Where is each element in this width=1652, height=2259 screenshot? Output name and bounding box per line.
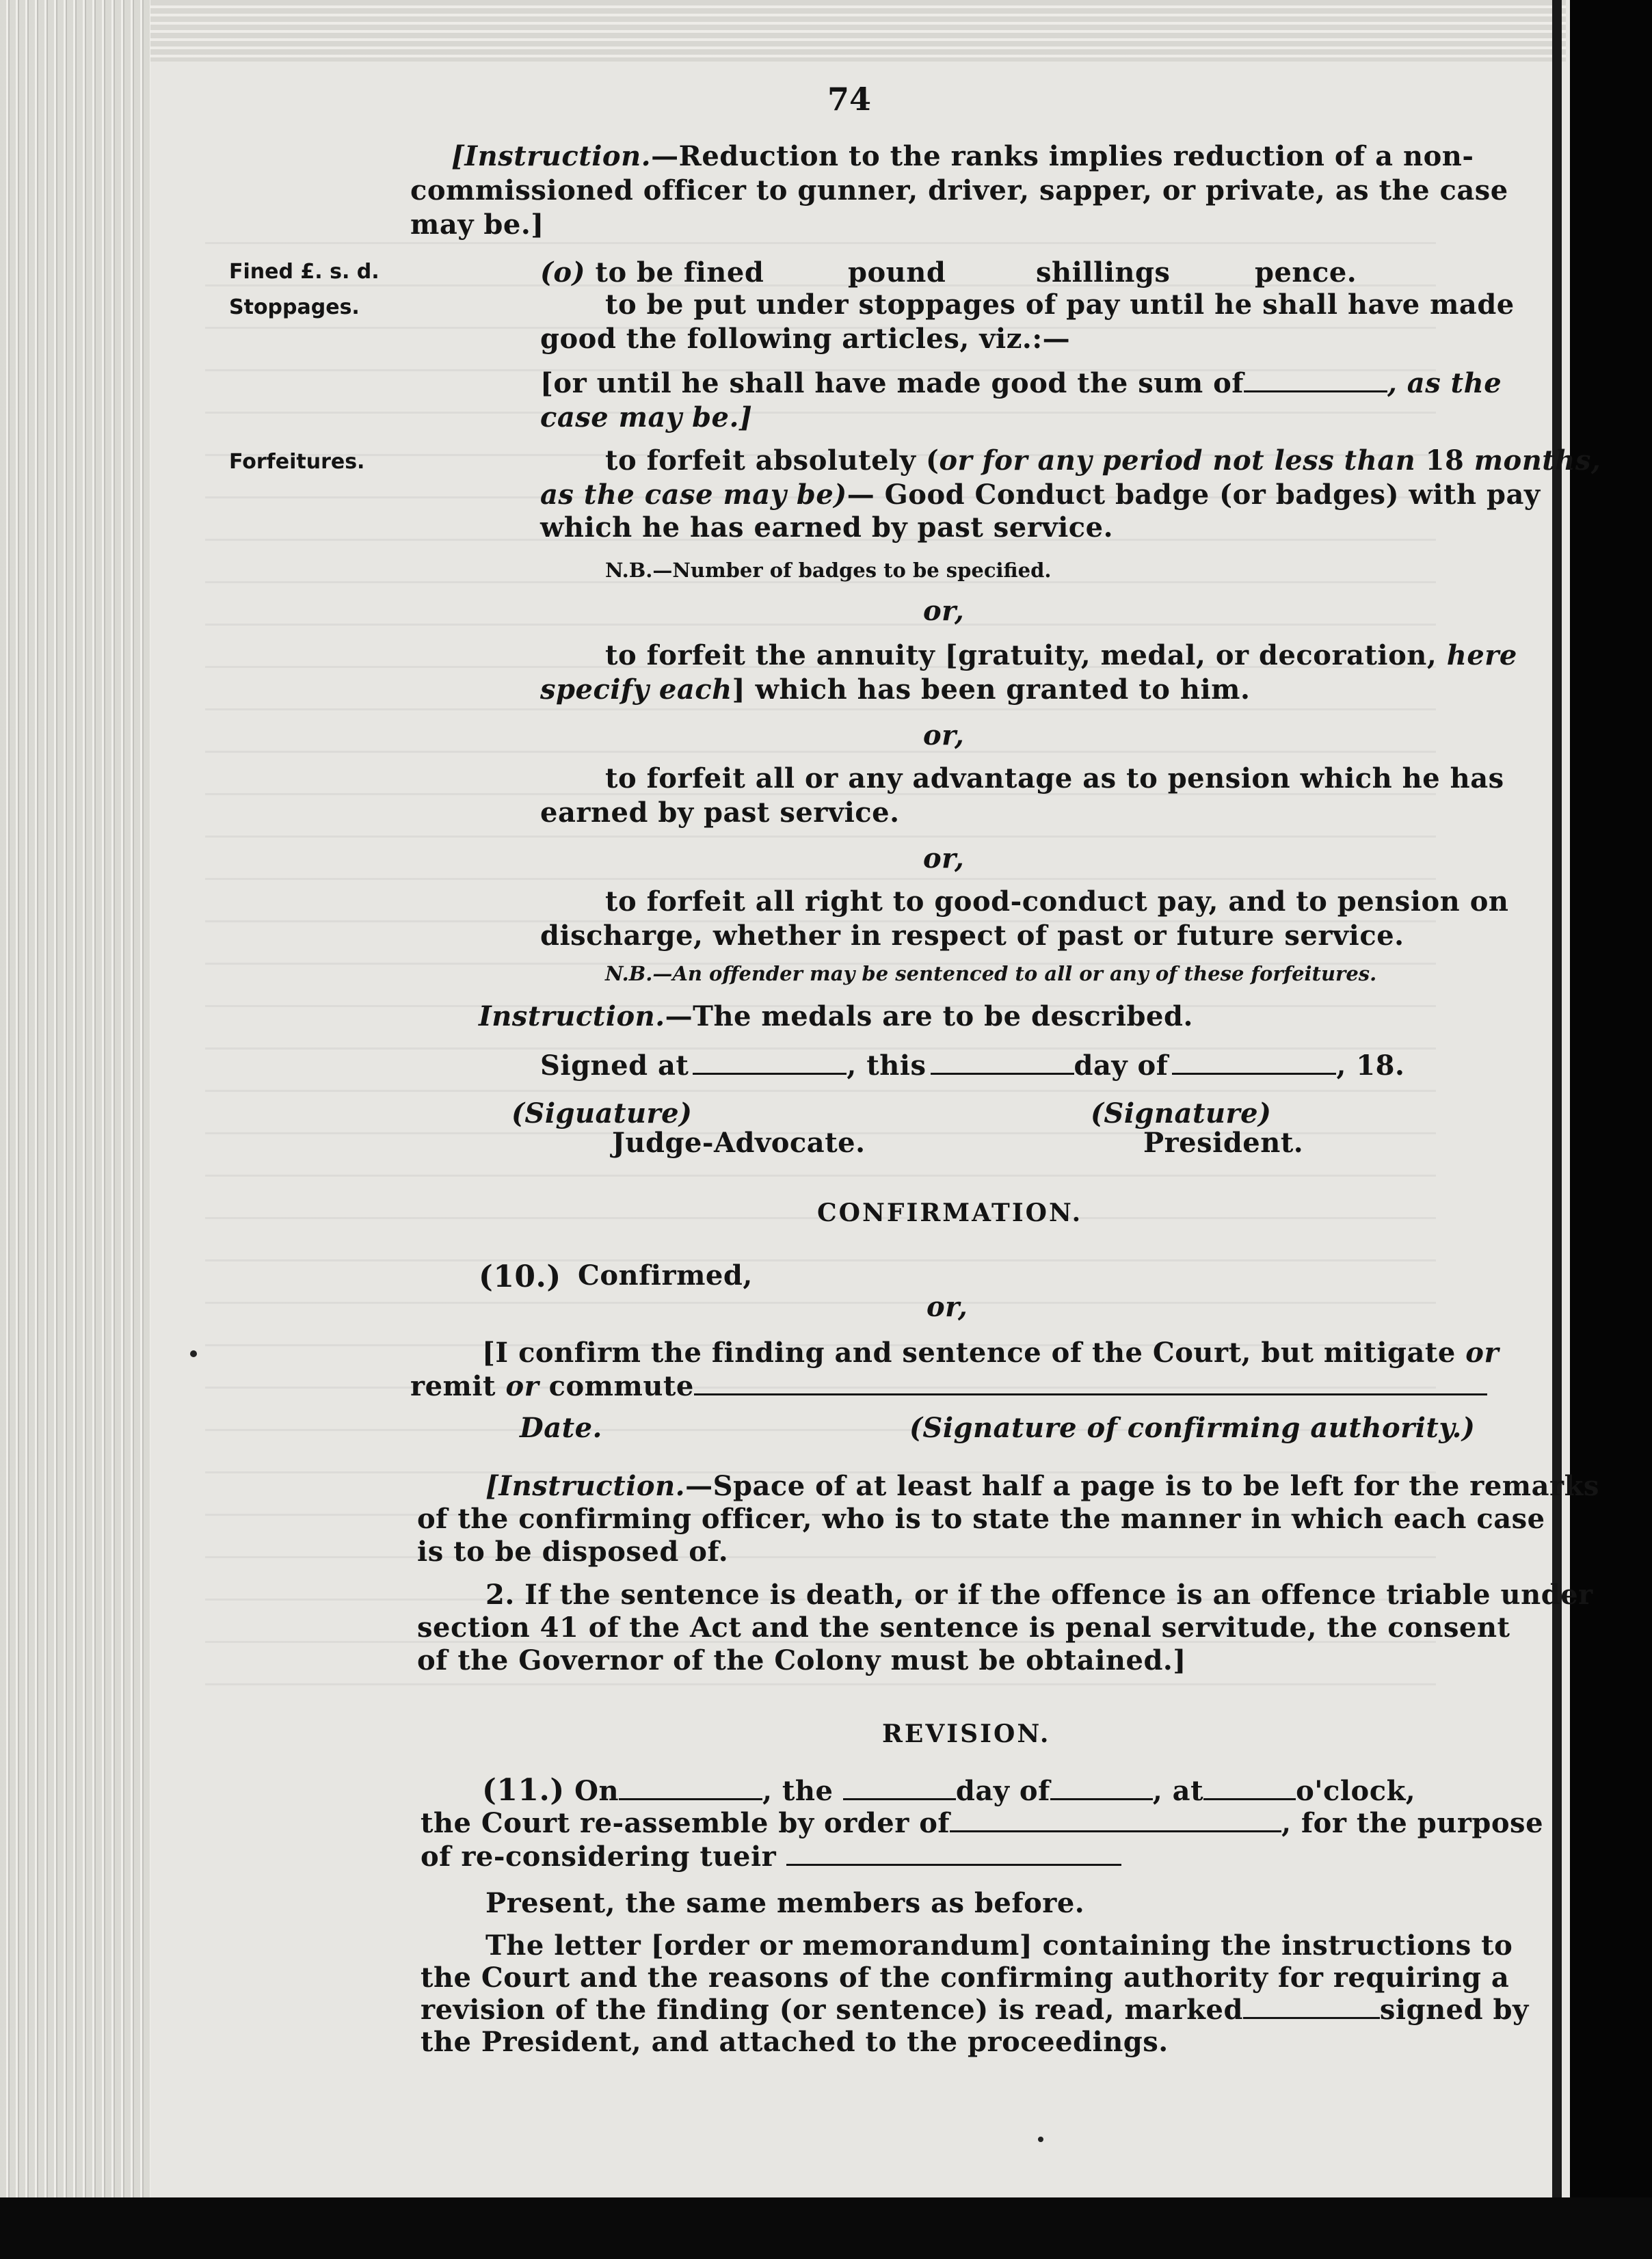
fined-shillings: shillings bbox=[1036, 256, 1171, 289]
stoppages-as-the: , as the bbox=[1387, 367, 1502, 399]
instruction-reduction-line1 bbox=[451, 140, 1474, 172]
forfeit-annuity-line2 bbox=[540, 673, 1250, 706]
instruction-medals-label: Instruction. bbox=[479, 1000, 665, 1032]
revision-line2 bbox=[421, 1807, 1543, 1839]
revision-oclock: o'clock, bbox=[1296, 1775, 1416, 1807]
revision-purpose: , for the purpose bbox=[1281, 1807, 1544, 1839]
signed-day-of-label: day of bbox=[1074, 1050, 1169, 1082]
signature-label-2: (Signature) bbox=[1091, 1097, 1272, 1130]
instruction-space-label: [Instruction. bbox=[485, 1470, 686, 1502]
confirmation-signature: (Signature of confirming authority.) bbox=[909, 1412, 1476, 1444]
role-judge-advocate: Judge-Advocate. bbox=[612, 1127, 866, 1159]
margin-note-fined: Fined £. s. d. bbox=[229, 260, 379, 284]
forfeit-goodconduct-line1: to forfeit all right to good-conduct pay, and to pension on bbox=[605, 885, 1509, 918]
forfeit-annuity-line1 bbox=[605, 639, 1517, 671]
revision-day-of: day of bbox=[955, 1775, 1050, 1807]
stoppages-line4: case may be.] bbox=[540, 401, 753, 433]
revision-at: , at bbox=[1152, 1775, 1204, 1807]
revision-on: On bbox=[574, 1775, 620, 1807]
stoppages-line3 bbox=[540, 367, 1502, 399]
forfeit-badge-line3: which he has earned by past service. bbox=[540, 511, 1113, 544]
forfeit-badge-text: to forfeit absolutely ( bbox=[605, 444, 940, 477]
signed-year: , 18. bbox=[1336, 1050, 1405, 1082]
signature-label-1: (Siguature) bbox=[511, 1097, 693, 1130]
ink-speck bbox=[1038, 2137, 1043, 2142]
instruction-space-p2-line2: section 41 of the Act and the sentence is penal servitude, the consent bbox=[417, 1612, 1510, 1644]
role-president: President. bbox=[1143, 1127, 1304, 1159]
forfeit-pension-line1: to forfeit all or any advantage as to pension which he has bbox=[605, 762, 1504, 794]
signed-at-label: Signed at bbox=[540, 1050, 689, 1082]
instruction-space-text: —Space of at least half a page is to be left for the remarks bbox=[685, 1470, 1599, 1502]
forfeit-annuity-text: to forfeit the annuity [gratuity, medal, or decoration, bbox=[605, 639, 1447, 671]
fined-pound: pound bbox=[848, 256, 946, 289]
revision-number: (11.) bbox=[482, 1773, 565, 1808]
dark-background-bottom bbox=[0, 2197, 1652, 2259]
confirmation-text: [I confirm the finding and sentence of the Court, but mitigate bbox=[482, 1337, 1466, 1369]
revision-signed-by: signed by bbox=[1379, 1994, 1529, 2026]
forfeit-annuity-specify: specify each bbox=[540, 673, 732, 706]
margin-note-forfeitures: Forfeitures. bbox=[229, 450, 365, 474]
forfeit-badge-nb: N.B.—Number of badges to be specified. bbox=[605, 559, 1052, 582]
forfeit-goodconduct-line2: discharge, whether in respect of past or future service. bbox=[540, 920, 1404, 952]
signed-this-label: , this bbox=[847, 1050, 927, 1082]
or-separator-1: or, bbox=[923, 595, 965, 627]
revision-line3 bbox=[421, 1841, 1121, 1873]
fined-o bbox=[540, 256, 764, 289]
instruction-medals-text: —The medals are to be described. bbox=[665, 1000, 1193, 1032]
revision-heading: REVISION. bbox=[882, 1720, 1051, 1748]
fined-marker: (o) bbox=[540, 256, 586, 289]
revision-reconsidering-blank bbox=[786, 1843, 1121, 1866]
instruction-label: [Instruction. bbox=[451, 140, 652, 172]
fined-text: to be fined bbox=[595, 256, 764, 289]
revision-line1 bbox=[482, 1773, 1415, 1808]
revision-the: , the bbox=[762, 1775, 834, 1807]
instruction-space-p2-line3: of the Governor of the Colony must be obtained.] bbox=[417, 1644, 1186, 1676]
commute-blank bbox=[694, 1373, 1487, 1395]
stoppages-sum-text: [or until he shall have made good the sum of bbox=[540, 367, 1244, 399]
forfeit-badge-period: or for any period not less than bbox=[939, 444, 1416, 477]
confirmation-heading: CONFIRMATION. bbox=[817, 1199, 1083, 1227]
signed-at-blank bbox=[693, 1052, 847, 1075]
confirmation-commute: commute bbox=[539, 1370, 694, 1402]
or-separator-4: or, bbox=[927, 1291, 968, 1323]
instruction-space-line2: of the confirming officer, who is to state the manner in which each case bbox=[417, 1503, 1545, 1535]
or-separator-3: or, bbox=[923, 842, 965, 874]
signed-day-blank bbox=[1172, 1052, 1336, 1075]
forfeit-badge-line1 bbox=[605, 444, 1601, 477]
revision-marked: revision of the finding (or sentence) is read, marked bbox=[421, 1994, 1243, 2026]
confirmation-line1 bbox=[482, 1337, 1499, 1369]
revision-day-blank bbox=[1050, 1778, 1153, 1800]
confirmation-remit: remit bbox=[410, 1370, 506, 1402]
sum-blank bbox=[1244, 370, 1387, 392]
forfeit-annuity-granted: ] which has been granted to him. bbox=[732, 673, 1251, 706]
dark-background-right bbox=[1570, 0, 1652, 2259]
revision-present: Present, the same members as before. bbox=[485, 1887, 1085, 1919]
revision-order-blank bbox=[950, 1810, 1281, 1832]
ink-speck bbox=[190, 1350, 197, 1357]
revision-reconsidering: of re-considering tueir bbox=[421, 1841, 777, 1873]
margin-note-stoppages: Stoppages. bbox=[229, 295, 360, 319]
confirmation-date: Date. bbox=[520, 1412, 602, 1444]
confirmation-or-2: or bbox=[505, 1370, 539, 1402]
instruction-medals bbox=[479, 1000, 1193, 1032]
forfeit-goodconduct-nb: N.B.—An offender may be sentenced to all or any of these forfeitures. bbox=[605, 962, 1377, 985]
forfeit-badge-months: months, bbox=[1474, 444, 1601, 477]
instruction-space-line3: is to be disposed of. bbox=[417, 1536, 729, 1568]
instruction-reduction-line2: commissioned officer to gunner, driver, sapper, or private, as the case bbox=[410, 174, 1508, 206]
forfeit-annuity-here: here bbox=[1446, 639, 1517, 671]
signed-line bbox=[540, 1050, 1404, 1082]
confirmation-or: or bbox=[1465, 1337, 1500, 1369]
page-edges-left bbox=[0, 0, 150, 2259]
fined-pence: pence. bbox=[1255, 256, 1357, 289]
instruction-space-p2-line1: 2. If the sentence is death, or if the offence is an offence triable under bbox=[485, 1579, 1593, 1611]
confirmation-line2 bbox=[410, 1370, 1487, 1402]
revision-p-line3 bbox=[421, 1994, 1529, 2026]
binding-edge bbox=[1552, 0, 1562, 2259]
forfeit-badge-conduct: — Good Conduct badge (or badges) with pay bbox=[847, 479, 1541, 511]
forfeit-pension-line2: earned by past service. bbox=[540, 797, 900, 829]
page-number: 74 bbox=[827, 81, 872, 118]
page-edges-top bbox=[150, 0, 1566, 62]
signed-this-blank bbox=[931, 1052, 1074, 1075]
stoppages-line2: good the following articles, viz.:— bbox=[540, 323, 1071, 355]
revision-marked-blank bbox=[1243, 1996, 1380, 2019]
instruction-reduction-line3: may be.] bbox=[410, 209, 544, 241]
revision-reassemble: the Court re-assemble by order of bbox=[421, 1807, 950, 1839]
forfeit-badge-line2 bbox=[540, 479, 1541, 511]
confirmation-confirmed: Confirmed, bbox=[578, 1259, 753, 1292]
instruction-space-line1 bbox=[485, 1470, 1599, 1502]
instruction-text: —Reduction to the ranks implies reduction of a non- bbox=[651, 140, 1474, 172]
revision-p-line4: the President, and attached to the proceedings. bbox=[421, 2026, 1169, 2058]
revision-at-blank bbox=[1203, 1778, 1296, 1800]
confirmation-number: (10.) bbox=[479, 1259, 561, 1294]
revision-on-blank bbox=[619, 1778, 762, 1800]
forfeit-badge-number: 18 bbox=[1415, 444, 1474, 477]
or-separator-2: or, bbox=[923, 719, 965, 751]
stoppages-line1: to be put under stoppages of pay until he shall have made bbox=[605, 289, 1515, 321]
forfeit-badge-case: as the case may be) bbox=[540, 479, 847, 511]
revision-p-line2: the Court and the reasons of the confirming authority for requiring a bbox=[421, 1962, 1510, 1994]
revision-the-blank bbox=[843, 1778, 956, 1800]
revision-p-line1: The letter [order or memorandum] containing the instructions to bbox=[485, 1929, 1513, 1962]
